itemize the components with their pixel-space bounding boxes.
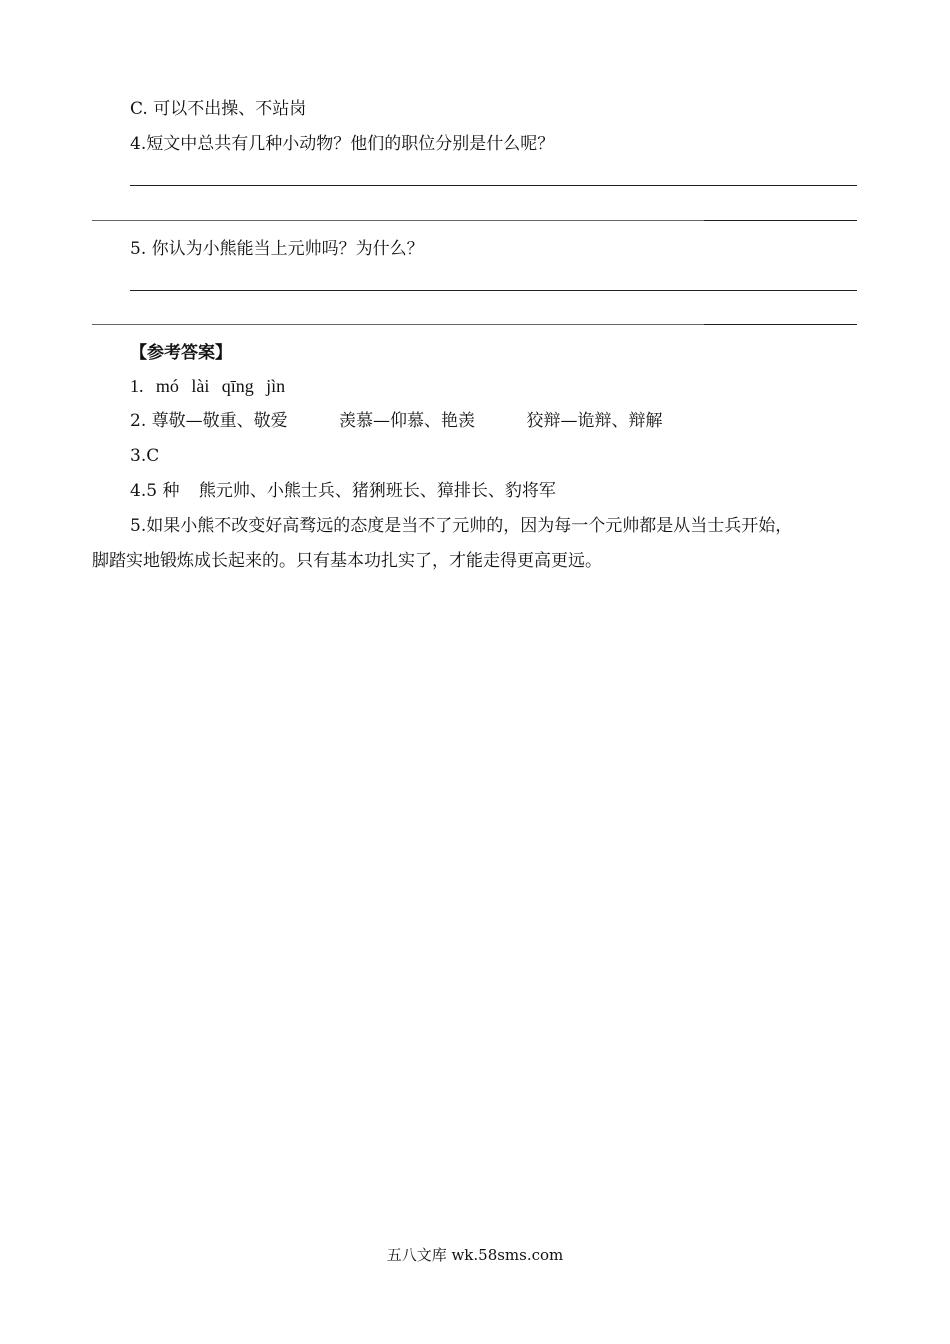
answer-line bbox=[130, 185, 857, 186]
question-4: 4.短文中总共有几种小动物？他们的职位分别是什么呢？ bbox=[130, 134, 555, 154]
answer-4-body: 熊元帅、小熊士兵、猪猁班长、獐排长、豹将军 bbox=[198, 481, 556, 501]
answer-5-line-1: 5.如果小熊不改变好高骛远的态度是当不了元帅的，因为每一个元帅都是从当士兵开始， bbox=[130, 516, 793, 536]
answer-line bbox=[130, 290, 857, 291]
answer-3: 3.C bbox=[130, 446, 160, 466]
answer-1-prefix: 1. bbox=[130, 376, 144, 396]
footer-watermark: 五八文库 wk.58sms.com bbox=[386, 1246, 564, 1264]
question-5: 5. 你认为小熊能当上元帅吗？为什么？ bbox=[130, 239, 424, 259]
answer-heading: 【参考答案】 bbox=[130, 343, 232, 363]
answer-1 bbox=[130, 374, 292, 399]
answer-line bbox=[92, 324, 704, 325]
answer-line bbox=[704, 220, 857, 221]
answer-4 bbox=[130, 479, 556, 503]
answer-2-prefix: 2. bbox=[130, 411, 147, 431]
synonym-group: 狡辩—诡辩、辩解 bbox=[526, 411, 663, 431]
pinyin-item: mó bbox=[155, 376, 179, 396]
pinyin-item: qīng bbox=[221, 376, 254, 396]
answer-line bbox=[704, 324, 857, 325]
option-c: C. 可以不出操、不站岗 bbox=[130, 99, 307, 119]
answer-5-line-2: 脚踏实地锻炼成长起来的。只有基本功扎实了，才能走得更高更远。 bbox=[92, 551, 602, 571]
pinyin-item: jìn bbox=[266, 376, 286, 396]
answer-line bbox=[92, 220, 704, 221]
answer-2 bbox=[130, 409, 662, 433]
synonym-group: 尊敬—敬重、敬爱 bbox=[151, 411, 288, 431]
answer-4-prefix: 4.5 种 bbox=[130, 481, 180, 501]
pinyin-item: lài bbox=[191, 376, 210, 396]
synonym-group: 羡慕—仰慕、艳羡 bbox=[339, 411, 476, 431]
